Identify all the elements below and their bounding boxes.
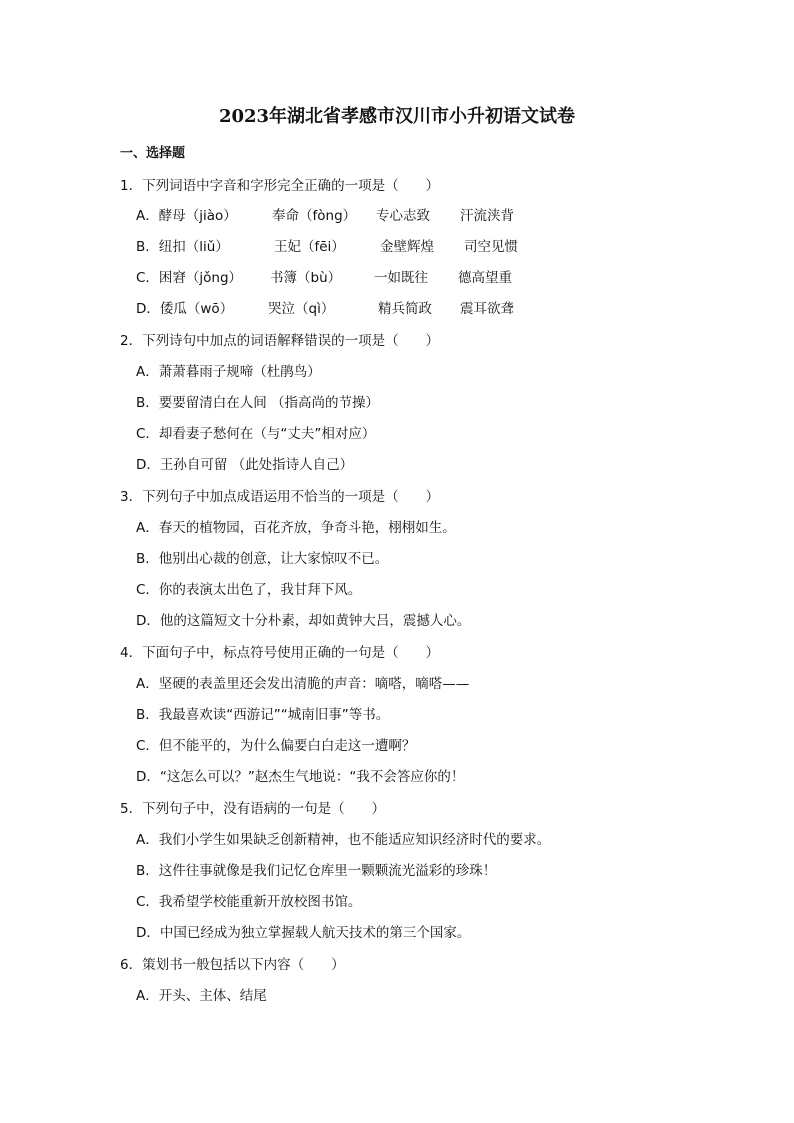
question-5-option-b: B．这件往事就像是我们记忆仓库里一颗颗流光溢彩的珍珠！: [136, 863, 497, 879]
option-term: A．酵母（jiào）: [136, 208, 237, 224]
question-4-option-a: A．坚硬的表盖里还会发出清脆的声音：嘀嗒，嘀嗒——: [136, 676, 470, 692]
question-1-stem: 1．下列词语中字音和字形完全正确的一项是（ ）: [120, 178, 440, 194]
question-4-option-b: B．我最喜欢读“西游记”“城南旧事”等书。: [136, 707, 390, 723]
question-4-option-c: C．但不能平的，为什么偏要白白走这一遭啊？: [136, 738, 416, 754]
option-term: 专心志致: [376, 208, 430, 224]
option-term: 一如既往: [374, 270, 428, 286]
option-term: D．倭瓜（wō）: [136, 301, 234, 317]
option-term: 金壁辉煌: [380, 239, 434, 255]
question-5-option-c: C．我希望学校能重新开放校图书馆。: [136, 894, 362, 910]
question-2-option-b: B．要要留清白在人间 （指高尚的节操）: [136, 395, 380, 411]
question-3-option-a: A．春天的植物园，百花齐放，争奇斗艳，栩栩如生。: [136, 520, 456, 536]
option-term: 书簿（bù）: [270, 270, 342, 286]
question-3-option-d: D．他的这篇短文十分朴素，却如黄钟大吕，震撼人心。: [136, 613, 471, 629]
question-4-stem: 4．下面句子中，标点符号使用正确的一句是（ ）: [120, 645, 440, 661]
question-6-option-a: A．开头、主体、结尾: [136, 988, 267, 1004]
question-2-option-a: A．萧萧暮雨子规啼（杜鹃鸟）: [136, 364, 321, 380]
section-heading: 一、选择题: [120, 146, 186, 161]
question-3-option-c: C．你的表演太出色了，我甘拜下风。: [136, 582, 362, 598]
question-5-stem: 5．下列句子中，没有语病的一句是（ ）: [120, 801, 386, 817]
question-2-option-d: D．王孙自可留 （此处指诗人自己）: [136, 457, 354, 473]
question-3-option-b: B．他别出心裁的创意，让大家惊叹不已。: [136, 551, 389, 567]
option-term: 震耳欲聋: [460, 301, 514, 317]
option-term: 奉命（fòng）: [272, 208, 357, 224]
option-term: 精兵简政: [378, 301, 432, 317]
question-6-stem: 6．策划书一般包括以下内容（ ）: [120, 957, 345, 973]
option-term: 哭泣（qì）: [268, 301, 335, 317]
option-term: 汗流浃背: [460, 208, 514, 224]
question-3-stem: 3．下列句子中加点成语运用不恰当的一项是（ ）: [120, 489, 440, 505]
option-term: C．困窘（jǒng）: [136, 270, 243, 286]
option-term: B．纽扣（liǔ）: [136, 239, 229, 255]
question-4-option-d: D．“这怎么可以？”赵杰生气地说：“我不会答应你的！: [136, 769, 465, 785]
question-2-stem: 2．下列诗句中加点的词语解释错误的一项是（ ）: [120, 333, 440, 349]
option-term: 司空见惯: [464, 239, 518, 255]
page-title: 2023年湖北省孝感市汉川市小升初语文试卷: [218, 106, 576, 127]
question-2-option-c: C．却看妻子愁何在（与“丈夫”相对应）: [136, 426, 376, 442]
option-term: 德高望重: [458, 270, 512, 286]
option-term: 王妃（fēi）: [274, 239, 345, 255]
question-5-option-d: D．中国已经成为独立掌握载人航天技术的第三个国家。: [136, 925, 471, 941]
question-5-option-a: A．我们小学生如果缺乏创新精神，也不能适应知识经济时代的要求。: [136, 832, 551, 848]
